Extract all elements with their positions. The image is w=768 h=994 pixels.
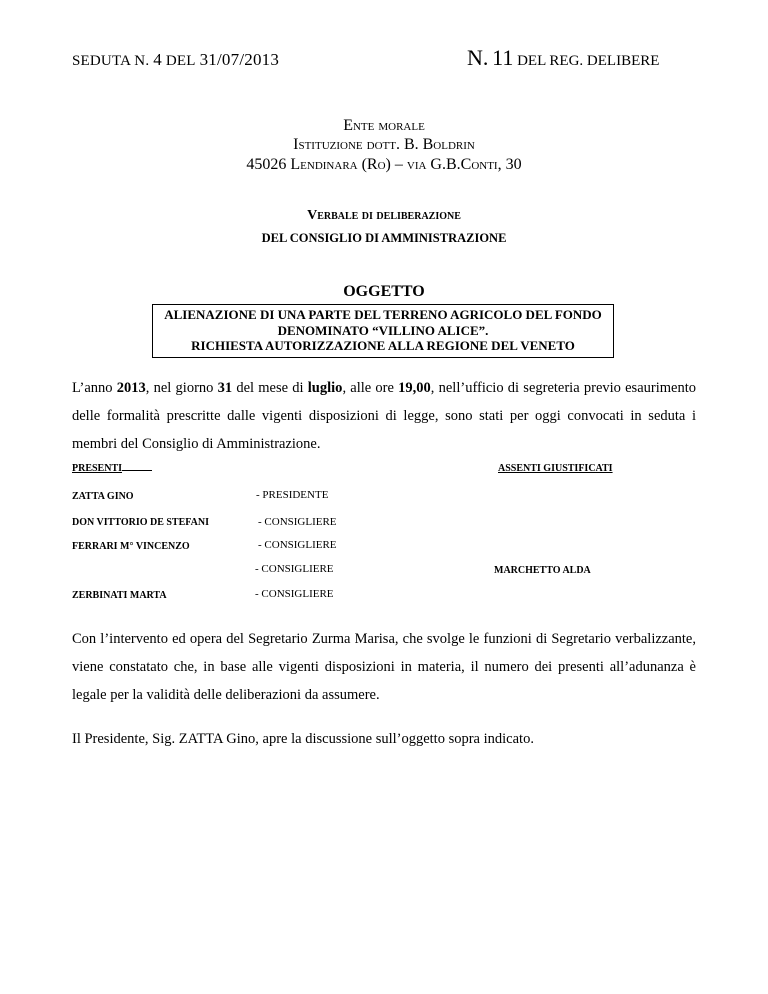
intro-paragraph [72,374,696,458]
del-label: DEL [165,53,196,69]
intro-text-1: L’anno [72,380,117,396]
seduta-info [72,50,279,70]
member-role: - CONSIGLIERE [258,516,337,528]
member-name: DON VITTORIO DE STEFANI [72,517,209,528]
intro-hour: 19,00 [398,380,431,396]
delibera-number: 11 [492,45,514,70]
member-role: - CONSIGLIERE [255,588,334,600]
presenti-heading [72,463,152,474]
ente-line-1: Ente morale [343,117,425,134]
reg-label: DEL REG. DELIBERE [517,53,660,69]
n-label: N. [467,45,489,70]
oggetto-box [152,304,614,358]
intro-text-5: , nell’ufficio di segreteria previo esaurimento delle formalità prescritte dalle vigenti disposizioni di legge, sono stati per oggi convocati in seduta i membri del Consiglio di Amministrazione. [72,380,696,452]
intro-text-4: , alle ore [342,380,399,396]
member-name: FERRARI M° VINCENZO [72,541,190,552]
oggetto-line-1: ALIENAZIONE DI UNA PARTE DEL TERRENO AGRICOLO DEL FONDO [164,307,602,322]
presenti-underline [122,470,152,471]
seduta-date: 31/07/2013 [199,50,280,69]
member-name: ZATTA GINO [72,491,134,502]
verbale-subtitle: DEL CONSIGLIO DI AMMINISTRAZIONE [261,231,507,245]
intro-text-3: del mese di [232,380,308,396]
ente-line-2: Istituzione dott. B. Boldrin [293,136,475,153]
oggetto-line-3: RICHIESTA AUTORIZZAZIONE ALLA REGIONE DEL VENETO [191,338,575,353]
member-role: - CONSIGLIERE [255,563,334,575]
presidente-paragraph [72,725,696,753]
ente-address: 45026 Lendinara (Ro) – via G.B.Conti, 30 [246,156,522,173]
member-role: - PRESIDENTE [256,489,329,501]
presenti-label: PRESENTI [72,463,123,474]
intro-day: 31 [217,380,233,396]
oggetto-line-2: DENOMINATO “VILLINO ALICE”. [277,322,489,338]
seduta-label: SEDUTA N. [72,53,150,69]
oggetto-heading: OGGETTO [343,283,425,300]
verbale-title: Verbale di deliberazione [307,208,461,223]
member-role: - CONSIGLIERE [258,539,337,551]
delibera-number-info [467,45,659,71]
intro-year: 2013 [116,380,146,396]
member-name: ZERBINATI MARTA [72,590,167,601]
assenti-heading: ASSENTI GIUSTIFICATI [498,463,613,474]
seduta-number: 4 [153,50,162,69]
intro-month: luglio [307,380,343,396]
absent-member-name: MARCHETTO ALDA [494,565,591,576]
intro-text-2: , nel giorno [145,380,218,396]
intervento-text: Con l’intervento ed opera del Segretario Zurma Marisa, che svolge le funzioni di Segretario verbalizzante, viene constatato che, in base alle vigenti disposizioni in materia, il numero dei presenti all’adunanza è legale per la validità delle deliberazioni da assumere. [72,631,696,703]
intervento-paragraph [72,625,696,709]
presidente-text: Il Presidente, Sig. ZATTA Gino, apre la discussione sull’oggetto sopra indicato. [72,731,534,747]
